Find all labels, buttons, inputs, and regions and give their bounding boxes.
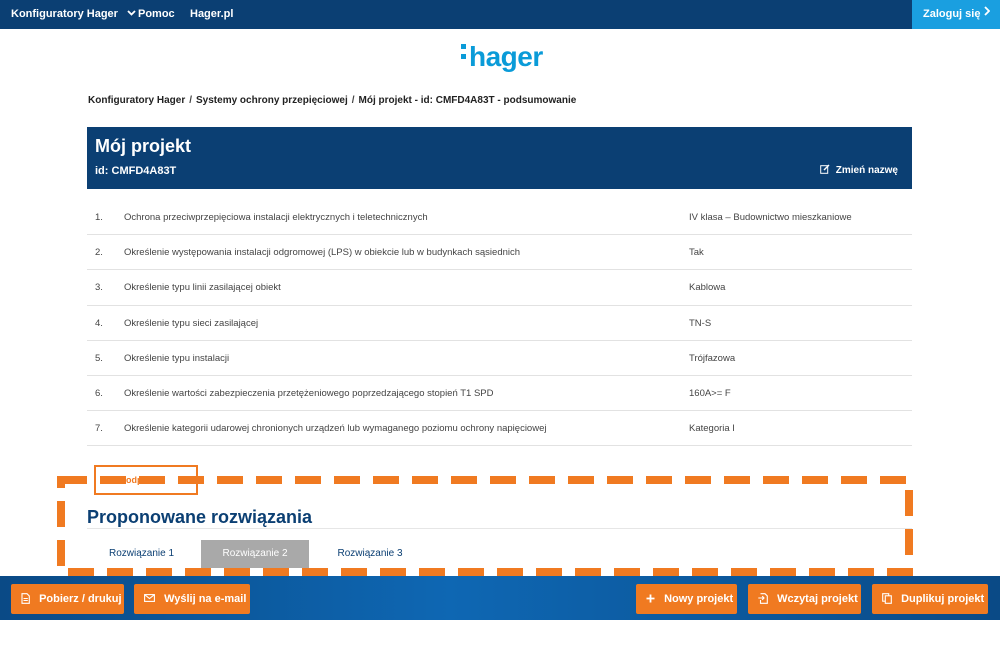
chevron-down-icon xyxy=(127,10,136,16)
row-question: Określenie kategorii udarowej chronionych urządzeń lub wymaganego poziomu ochrony napięciowej xyxy=(124,423,547,435)
row-answer: IV klasa – Budownictwo mieszkaniowe xyxy=(689,212,852,223)
row-number: 4. xyxy=(95,317,103,329)
breadcrumb xyxy=(88,95,576,106)
row-number: 1. xyxy=(95,212,103,223)
row-question: Ochrona przeciwprzepięciowa instalacji elektrycznych i teletechnicznych xyxy=(124,212,428,223)
send-email-label: Wyślij na e-mail xyxy=(164,593,247,605)
breadcrumb-item-configurators[interactable]: Konfiguratory Hager xyxy=(88,95,186,106)
load-project-button[interactable] xyxy=(748,584,861,614)
table-row xyxy=(87,235,912,270)
load-project-label: Wczytaj projekt xyxy=(777,593,858,605)
new-project-label: Nowy projekt xyxy=(664,593,734,605)
duplicate-project-label: Duplikuj projekt xyxy=(901,593,985,605)
row-question: Określenie typu linii zasilającej obiekt xyxy=(124,282,281,294)
table-row xyxy=(87,270,912,305)
download-print-button[interactable] xyxy=(11,584,124,614)
logo-text: hager xyxy=(469,41,543,72)
tab-solution-1[interactable]: Rozwiązanie 1 xyxy=(108,548,175,559)
row-number: 3. xyxy=(95,282,103,294)
login-button[interactable] xyxy=(912,0,1000,29)
row-number: 2. xyxy=(95,247,103,259)
row-answer: Kablowa xyxy=(689,282,726,294)
row-number: 7. xyxy=(95,423,103,435)
nav-hager-link[interactable]: Hager.pl xyxy=(190,8,234,20)
document-icon xyxy=(21,593,30,604)
row-answer: 160A>= F xyxy=(689,387,731,399)
dashed-highlight-frame xyxy=(55,474,915,578)
row-answer: Trójfazowa xyxy=(689,352,736,364)
hager-logo[interactable] xyxy=(461,42,543,72)
table-row xyxy=(87,341,912,376)
nav-help-link[interactable]: Pomoc xyxy=(138,8,175,20)
rename-label: Zmień nazwę xyxy=(835,165,898,176)
logo-colon-mark xyxy=(461,41,467,64)
nav-configurators-dropdown[interactable] xyxy=(11,0,136,29)
nav-configurators-label: Konfiguratory Hager xyxy=(11,8,118,20)
file-import-icon xyxy=(758,593,768,604)
table-row xyxy=(87,306,912,341)
row-number: 5. xyxy=(95,352,103,364)
summary-table xyxy=(87,200,912,446)
tab-solution-3[interactable]: Rozwiązanie 3 xyxy=(337,548,403,559)
breadcrumb-item-current: Mój projekt - id: CMFD4A83T - podsumowanie xyxy=(358,95,577,106)
row-answer: Kategoria I xyxy=(689,423,735,435)
row-question: Określenie wartości zabezpieczenia przetężeniowego poprzedzającego stopień T1 SPD xyxy=(124,387,494,399)
login-label: Zaloguj się xyxy=(923,8,981,20)
edit-icon xyxy=(820,164,830,174)
row-question: Określenie typu sieci zasilającej xyxy=(124,317,259,329)
table-row xyxy=(87,200,912,235)
chevron-right-icon xyxy=(984,6,990,16)
project-title: Mój projekt xyxy=(95,136,192,156)
breadcrumb-separator: / xyxy=(189,95,193,106)
breadcrumb-item-surge-systems[interactable]: Systemy ochrony przepięciowej xyxy=(196,95,348,106)
copy-icon xyxy=(882,593,892,604)
highlight-text: odp xyxy=(126,475,143,485)
table-row xyxy=(87,411,912,446)
project-id: id: CMFD4A83T xyxy=(95,165,177,177)
rename-button[interactable] xyxy=(820,165,898,176)
tab-solution-2[interactable]: Rozwiązanie 2 xyxy=(201,540,309,568)
send-email-button[interactable] xyxy=(134,584,250,614)
envelope-icon xyxy=(144,594,155,602)
row-question: Określenie typu instalacji xyxy=(124,352,230,364)
download-print-label: Pobierz / drukuj xyxy=(39,593,122,605)
row-answer: Tak xyxy=(689,247,704,259)
row-answer: TN-S xyxy=(689,317,712,329)
row-question: Określenie występowania instalacji odgromowej (LPS) w obiekcie lub w budynkach sąsiednich xyxy=(124,247,521,259)
breadcrumb-separator: / xyxy=(351,95,355,106)
proposals-title: Proponowane rozwiązania xyxy=(87,507,313,527)
row-number: 6. xyxy=(95,387,103,399)
duplicate-project-button[interactable] xyxy=(872,584,988,614)
project-header xyxy=(87,127,912,189)
plus-icon xyxy=(646,594,655,603)
new-project-button[interactable] xyxy=(636,584,737,614)
top-navigation xyxy=(0,0,1000,29)
table-row xyxy=(87,376,912,411)
